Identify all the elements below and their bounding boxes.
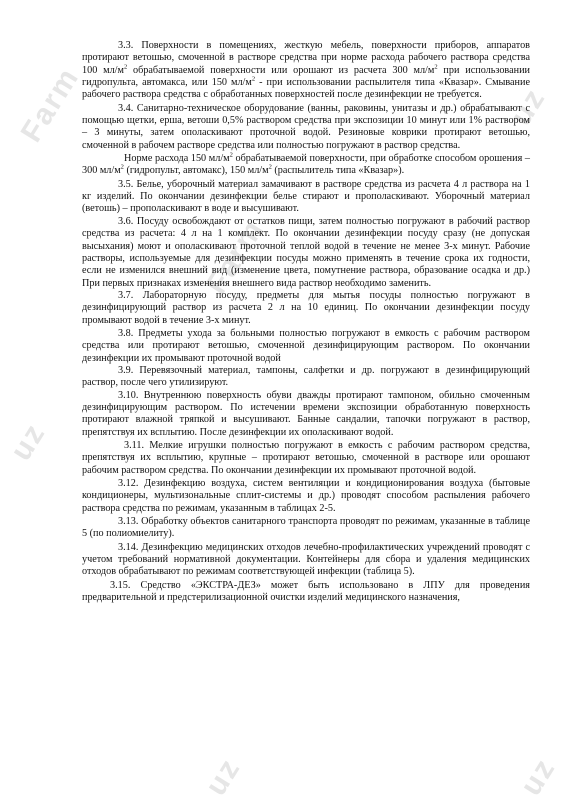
- watermark: uz: [199, 752, 248, 802]
- paragraph-3-9: 3.9. Перевязочный материал, тампоны, салфетки и др. погружают в дезинфицирующий раствор, после чего утилизируют.: [82, 364, 530, 389]
- paragraph-3-8: 3.8. Предметы ухода за больными полностью погружают в емкость с рабочим раствором средства или протирают ветошью, смоченной дезинфицирующим раствором. По окончании дезинфекции их промывают проточной водой: [82, 327, 530, 364]
- paragraph-3-3: 3.3. Поверхности в помещениях, жесткую мебель, поверхности приборов, аппаратов протирают ветошью, смоченной в растворе средства при норме расхода рабочего раствора средства 100 $мл/м^2$ обрабатываемой поверхности или орошают из расчета 300 $мл/м^2$ при использовании гидропульта, автомакса, или 150 $мл/м^2$ - при использовании распылителя типа «Квазар». Смывание рабочего раствора средства с обработанных поверхностей после дезинфекции не требуется.: [82, 40, 530, 101]
- paragraph-3-4: 3.4. Санитарно-техническое оборудование (ванны, раковины, унитазы и др.) обрабатывают с помощью щетки, ерша, ветоши 0,5% раствором средства при экспозиции 10 минут или 1% раствором – 3 минуты, затем ополаскивают проточной водой. Резиновые коврики протирают ветошью, смоченной в рабочем растворе средства или полностью погружают в раствор средства.: [82, 102, 530, 151]
- paragraph-3-11: 3.11. Мелкие игрушки полностью погружают в емкость с рабочим раствором средства, препятствуя их всплытию, крупные – протирают ветошью, смоченной в растворе или орошают рабочим раствором средства. По окончании дезинфекции их промывают проточной водой.: [82, 440, 530, 476]
- paragraph-3-13: 3.13. Обработку объектов санитарного транспорта проводят по режимам, указанные в таблице 5 (по полиомиелиту).: [82, 516, 530, 540]
- document-page: [82, 40, 530, 604]
- paragraph-3-12: 3.12. Дезинфекцию воздуха, систем вентиляции и кондиционирования воздуха (бытовые кондиционеры, мультизональные сплит-системы и др.) проводят способом распыления рабочего раствора средства по режимам, указанным в таблицах 2-5.: [82, 478, 530, 514]
- watermark: uz: [514, 752, 563, 802]
- watermark: uz: [4, 417, 53, 467]
- paragraph-norm: Норме расхода 150 $мл/м^2$ обрабатываемой поверхности, при обработке способом орошения – 300 $мл/м^2$ (гидропульт, автомакс), 150 $мл/м^2$ (распылитель типа «Квазар»).: [82, 151, 530, 177]
- watermark: Farm: [14, 61, 86, 148]
- paragraph-3-15: 3.15. Средство «ЭКСТРА-ДЕЗ» может быть использовано в ЛПУ для проведения предварительной и предстерилизационной очистки изделий медицинского назначения,: [82, 579, 530, 604]
- paragraph-3-6: 3.6. Посуду освобождают от остатков пищи, затем полностью погружают в рабочий раствор средства из расчета: 4 л на 1 комплект. По окончании дезинфекции посуду сразу (не допуская высыхания) моют и ополаскивают проточной теплой водой в течение не менее 3-х минут. Рабочие растворы, используемые для дезинфекции посуды можно применять в течение срока их годности, если не изменился внешний вид (изменение цвета, помутнение раствора, образование осадка и др.) При первых признаках изменения внешнего вида раствор необходимо заменить.: [82, 215, 530, 289]
- watermark: uz: [504, 82, 553, 132]
- paragraph-3-14: 3.14. Дезинфекцию медицинских отходов лечебно-профилактических учреждений проводят с учетом требований нормативной документации. Контейнеры для сбора и удаления медицинских отходов обрабатывают по режимам соответствующей инфекции (таблица 5).: [82, 541, 530, 578]
- watermark: Farm: [199, 213, 271, 300]
- paragraph-3-7: 3.7. Лабораторную посуду, предметы для мытья посуды полностью погружают в дезинфицирующий раствор из расчета 2 л на 10 единиц. По окончании дезинфекции посуду промывают водой в течение 3-х минут.: [82, 289, 530, 326]
- paragraph-3-10: 3.10. Внутреннюю поверхность обуви дважды протирают тампоном, обильно смоченным дезинфицирующим раствором. По истечении времени экспозиции обработанную поверхность протирают влажной тряпкой и высушивают. Банные сандалии, тапочки погружают в раствор, препятствуя их всплытию. После дезинфекции их ополаскивают водой.: [82, 389, 530, 438]
- paragraph-3-5: 3.5. Белье, уборочный материал замачивают в растворе средства из расчета 4 л раствора на 1 кг изделий. По окончании дезинфекции белье стирают и прополаскивают. Уборочный материал (ветошь) – прополаскивают в воде и высушивают.: [82, 178, 530, 215]
